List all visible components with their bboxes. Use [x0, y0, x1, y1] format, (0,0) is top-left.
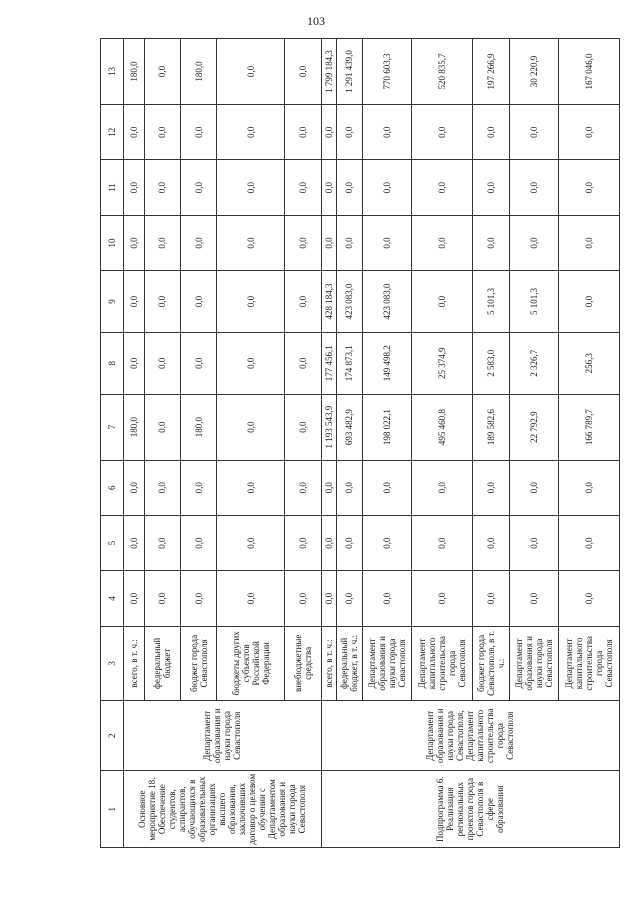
source-cell: бюджеты других субъектов Российской Федерации [217, 626, 285, 701]
value-cell: 0,0 [362, 515, 411, 570]
source-cell: Департамент образования и науки города Севастополя [510, 626, 559, 701]
value-cell: 25 374,9 [411, 332, 472, 394]
page-number: 103 [307, 14, 325, 28]
value-cell: 174 873,1 [336, 332, 362, 394]
value-cell: 0,0 [144, 460, 180, 515]
value-cell: 0,0 [124, 105, 145, 160]
header-cell: 4 [101, 571, 124, 626]
value-cell: 428 184,3 [321, 271, 336, 333]
value-cell: 0,0 [472, 571, 510, 626]
header-cell: 9 [101, 271, 124, 333]
value-cell: 0,0 [472, 105, 510, 160]
table-row [124, 39, 145, 848]
source-cell: Департамент капитального строительства города Севастополя [411, 626, 472, 701]
value-cell: 0,0 [285, 271, 321, 333]
value-cell: 30 220,9 [510, 39, 559, 105]
value-cell: 0,0 [124, 460, 145, 515]
value-cell: 0,0 [336, 160, 362, 215]
source-cell: федеральный бюджет [144, 626, 180, 701]
header-cell: 3 [101, 626, 124, 701]
value-cell: 0,0 [411, 160, 472, 215]
value-cell: 0,0 [411, 460, 472, 515]
value-cell: 0,0 [336, 515, 362, 570]
value-cell: 0,0 [180, 271, 216, 333]
executor-cell: Департамент образования и науки города Севастополя, Департамент капитального строительства города Севастополя [321, 701, 619, 771]
value-cell: 0,0 [321, 160, 336, 215]
value-cell: 0,0 [559, 215, 620, 270]
value-cell: 0,0 [144, 215, 180, 270]
source-cell: Департамент капитального строительства города Севастополя [559, 626, 620, 701]
budget-table [100, 38, 620, 848]
value-cell: 0,0 [217, 515, 285, 570]
value-cell: 0,0 [510, 515, 559, 570]
value-cell: 0,0 [321, 105, 336, 160]
value-cell: 0,0 [285, 515, 321, 570]
value-cell: 0,0 [180, 215, 216, 270]
value-cell: 0,0 [180, 332, 216, 394]
value-cell: 0,0 [285, 394, 321, 460]
value-cell: 256,3 [559, 332, 620, 394]
value-cell: 0,0 [217, 571, 285, 626]
value-cell: 0,0 [124, 215, 145, 270]
value-cell: 0,0 [180, 105, 216, 160]
value-cell: 0,0 [144, 160, 180, 215]
value-cell: 0,0 [559, 271, 620, 333]
value-cell: 0,0 [411, 215, 472, 270]
value-cell: 0,0 [144, 515, 180, 570]
value-cell: 0,0 [362, 215, 411, 270]
value-cell: 0,0 [180, 515, 216, 570]
value-cell: 0,0 [510, 105, 559, 160]
value-cell: 0,0 [144, 394, 180, 460]
value-cell: 0,0 [472, 215, 510, 270]
value-cell: 5 101,3 [510, 271, 559, 333]
value-cell: 0,0 [285, 215, 321, 270]
value-cell: 189 582,6 [472, 394, 510, 460]
value-cell: 180,0 [124, 39, 145, 105]
value-cell: 0,0 [217, 39, 285, 105]
value-cell: 167 046,0 [559, 39, 620, 105]
value-cell: 180,0 [180, 39, 216, 105]
value-cell: 0,0 [559, 460, 620, 515]
value-cell: 0,0 [285, 460, 321, 515]
value-cell: 0,0 [510, 460, 559, 515]
value-cell: 0,0 [180, 571, 216, 626]
header-cell: 2 [101, 701, 124, 771]
value-cell: 0,0 [336, 215, 362, 270]
value-cell: 0,0 [217, 105, 285, 160]
measure-title: Основное мероприятие 18. Обеспечение студентов, аспирантов, обучающихся в образовательных организациях высшего образования, заключивших договор о целевом обучении с Департаментом образования и науки города Севастополя [124, 771, 322, 848]
value-cell: 0,0 [217, 160, 285, 215]
value-cell: 0,0 [180, 160, 216, 215]
value-cell: 0,0 [124, 271, 145, 333]
value-cell: 0,0 [411, 571, 472, 626]
source-cell: бюджет города Севастополя [180, 626, 216, 701]
subprogram-title: Подпрограмма 6. Реализация региональных проектов города Севастополя в сфере образования [321, 771, 619, 848]
value-cell: 2 326,7 [510, 332, 559, 394]
value-cell: 0,0 [321, 571, 336, 626]
value-cell: 1 799 184,3 [321, 39, 336, 105]
value-cell: 520 835,7 [411, 39, 472, 105]
value-cell: 770 603,3 [362, 39, 411, 105]
header-row [101, 39, 124, 848]
value-cell: 0,0 [321, 460, 336, 515]
value-cell: 0,0 [559, 515, 620, 570]
value-cell: 22 792,9 [510, 394, 559, 460]
value-cell: 1 193 543,9 [321, 394, 336, 460]
value-cell: 423 083,0 [336, 271, 362, 333]
value-cell: 0,0 [411, 271, 472, 333]
value-cell: 5 101,3 [472, 271, 510, 333]
value-cell: 0,0 [411, 515, 472, 570]
value-cell: 0,0 [362, 460, 411, 515]
source-cell: всего, в т. ч.: [124, 626, 145, 701]
source-cell: Департамент образования и науки города Севастополя [362, 626, 411, 701]
value-cell: 0,0 [217, 332, 285, 394]
value-cell: 0,0 [510, 215, 559, 270]
header-cell: 1 [101, 771, 124, 848]
value-cell: 0,0 [144, 271, 180, 333]
value-cell: 0,0 [144, 332, 180, 394]
value-cell: 0,0 [217, 394, 285, 460]
value-cell: 0,0 [336, 571, 362, 626]
source-cell: внебюджетные средства [285, 626, 321, 701]
value-cell: 0,0 [411, 105, 472, 160]
value-cell: 1 291 439,0 [336, 39, 362, 105]
value-cell: 495 460,8 [411, 394, 472, 460]
value-cell: 0,0 [362, 160, 411, 215]
value-cell: 0,0 [559, 160, 620, 215]
value-cell: 693 482,9 [336, 394, 362, 460]
value-cell: 0,0 [285, 332, 321, 394]
value-cell: 166 789,7 [559, 394, 620, 460]
value-cell: 0,0 [285, 160, 321, 215]
value-cell: 0,0 [510, 571, 559, 626]
header-cell: 13 [101, 39, 124, 105]
value-cell: 197 266,9 [472, 39, 510, 105]
value-cell: 0,0 [559, 105, 620, 160]
source-cell: бюджет города Севастополя, в т. ч.: [472, 626, 510, 701]
value-cell: 0,0 [321, 515, 336, 570]
header-cell: 11 [101, 160, 124, 215]
value-cell: 0,0 [472, 515, 510, 570]
header-cell: 10 [101, 215, 124, 270]
value-cell: 0,0 [559, 571, 620, 626]
source-cell: федеральный бюджет, в т. ч.: [336, 626, 362, 701]
header-cell: 8 [101, 332, 124, 394]
value-cell: 0,0 [217, 460, 285, 515]
value-cell: 0,0 [144, 39, 180, 105]
value-cell: 0,0 [124, 515, 145, 570]
value-cell: 0,0 [472, 460, 510, 515]
value-cell: 0,0 [336, 460, 362, 515]
value-cell: 0,0 [217, 215, 285, 270]
value-cell: 180,0 [124, 394, 145, 460]
value-cell: 0,0 [321, 215, 336, 270]
header-cell: 5 [101, 515, 124, 570]
value-cell: 0,0 [362, 571, 411, 626]
value-cell: 0,0 [124, 571, 145, 626]
value-cell: 0,0 [144, 571, 180, 626]
executor-cell: Департамент образования и науки города Севастополя [124, 701, 322, 771]
table-row [321, 39, 336, 848]
value-cell: 198 022,1 [362, 394, 411, 460]
header-cell: 7 [101, 394, 124, 460]
value-cell: 0,0 [144, 105, 180, 160]
value-cell: 0,0 [217, 271, 285, 333]
value-cell: 0,0 [472, 160, 510, 215]
value-cell: 177 456,1 [321, 332, 336, 394]
source-cell: всего, в т. ч.: [321, 626, 336, 701]
header-cell: 12 [101, 105, 124, 160]
value-cell: 0,0 [124, 160, 145, 215]
value-cell: 0,0 [285, 571, 321, 626]
value-cell: 0,0 [285, 105, 321, 160]
value-cell: 0,0 [336, 105, 362, 160]
value-cell: 180,0 [180, 394, 216, 460]
header-cell: 6 [101, 460, 124, 515]
value-cell: 0,0 [510, 160, 559, 215]
value-cell: 0,0 [124, 332, 145, 394]
value-cell: 2 583,0 [472, 332, 510, 394]
value-cell: 149 498,2 [362, 332, 411, 394]
value-cell: 0,0 [180, 460, 216, 515]
rotated-table-container [100, 38, 620, 848]
value-cell: 0,0 [362, 105, 411, 160]
value-cell: 423 083,0 [362, 271, 411, 333]
value-cell: 0,0 [285, 39, 321, 105]
